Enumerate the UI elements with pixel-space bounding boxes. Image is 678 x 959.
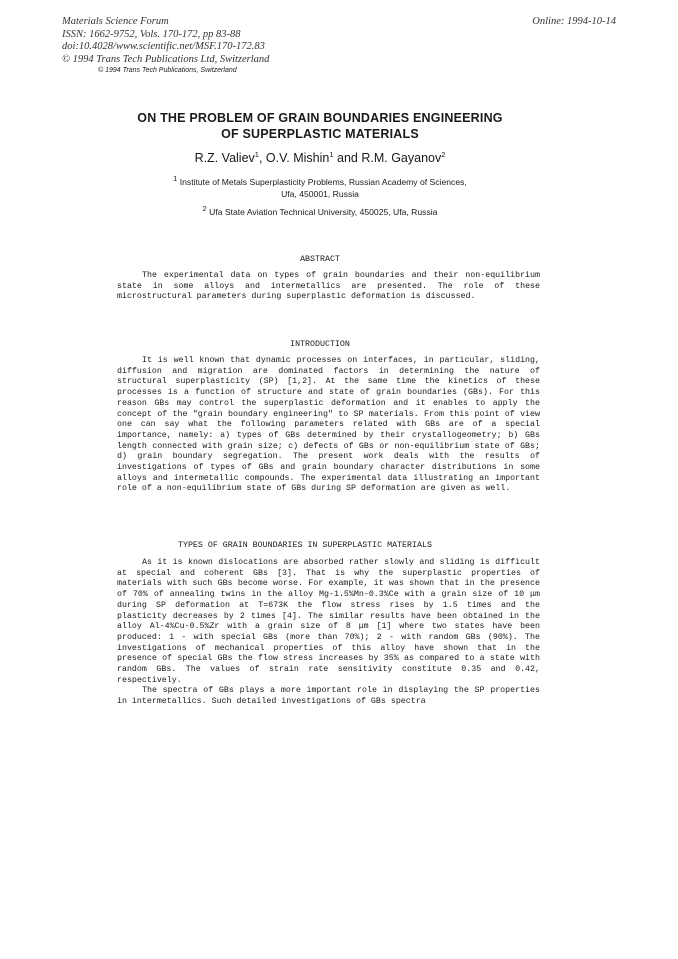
types-paragraph-2: The spectra of GBs plays a more important role in displaying the SP properties in intermetallics. Such detailed investigations of GBs spectra — [117, 686, 540, 707]
author-1: R.Z. Valiev — [194, 151, 255, 166]
author-3-affiliation: 2 — [441, 150, 446, 159]
publisher-copyright: © 1994 Trans Tech Publications, Switzerland — [98, 67, 237, 74]
abstract-text: The experimental data on types of grain boundaries and their non-equilibrium state in some alloys and intermetallics are presented. The role of these microstructural parameters during superplastic deformation is discussed. — [117, 271, 540, 302]
affiliation-1-line-1: Institute of Metals Superplasticity Problems, Russian Academy of Sciences, — [179, 176, 467, 187]
affiliation-2-marker: 2 — [202, 204, 207, 213]
author-1-affiliation: 1 — [254, 150, 259, 159]
types-section-heading: TYPES OF GRAIN BOUNDARIES IN SUPERPLASTIC MATERIALS — [178, 541, 432, 550]
affiliation-1 — [110, 173, 530, 200]
author-2-affiliation: 1 — [329, 150, 334, 159]
introduction-body — [117, 356, 540, 495]
journal-issn: ISSN: 1662-9752, Vols. 170-172, pp 83-88 — [62, 28, 241, 40]
title-line-2: OF SUPERPLASTIC MATERIALS — [221, 127, 419, 141]
author-conjunction: and — [333, 151, 362, 166]
copyright-line: © 1994 Trans Tech Publications Ltd, Switzerland — [62, 53, 270, 65]
doi-link[interactable]: doi:10.4028/www.scientific.net/MSF.170-172.83 — [62, 41, 265, 52]
author-3: R.M. Gayanov — [361, 151, 442, 166]
abstract-heading: ABSTRACT — [300, 255, 340, 264]
online-date: Online: 1994-10-14 — [532, 16, 616, 27]
affiliation-2-text: Ufa State Aviation Technical University, 450025, Ufa, Russia — [209, 206, 438, 217]
affiliation-2 — [110, 203, 530, 218]
author-2: O.V. Mishin — [265, 151, 330, 166]
types-section-body — [117, 558, 540, 708]
author-list — [100, 150, 540, 165]
introduction-heading: INTRODUCTION — [290, 340, 350, 349]
affiliation-1-marker: 1 — [173, 174, 178, 183]
journal-name: Materials Science Forum — [62, 16, 169, 27]
types-paragraph-1: As it is known dislocations are absorbed rather slowly and sliding is difficult at special and coherent GBs [3]. That is why the superplastic properties of materials with such GBs become worse. For example, it was shown that in the presence of 70% of annealing twins in the alloy Mg-1.5%Mn-0.3%Ce with a grain size of 10 μm during SP deformation at T=673K the flow stress rises by 1.5 times and the plasticity decreases by 2 times [4]. The similar results have been obtained in the alloy Al-4%Cu-0.5%Zr with a grain size of 8 μm [1] where two states have been produced: 1 - with special GBs (more than 70%); 2 - with random GBs (90%). The investigations of mechanical properties of this alloy have shown that in the presence of special GBs the flow stress increases by 35% as compared to a state with random GBs. The values of strain rate sensitivity constitute 0.35 and 0.42, respectively. — [117, 558, 540, 685]
author-separator: , — [258, 151, 266, 166]
title-line-1: ON THE PROBLEM OF GRAIN BOUNDARIES ENGINEERING — [137, 111, 503, 125]
introduction-text: It is well known that dynamic processes on interfaces, in particular, sliding, diffusion and migration are dominated factors in determining the nature of structural superplasticity (SP) [1,2]. At the same time the kinetics of these processes is a function of structure and state of grain boundaries (GBs). For this reason GBs may control the superplastic deformation and it enables to apply the concept of the "grain boundary engineering" to SP materials. From this point of view one can say what the following parameters related with GBs are of a special importance, namely: a) types of GBs determined by their crystallogeometry; b) GBs length connected with grain size; c) defects of GBs or non-equilibrium state of GBs; d) grain boundary segregation. The present work deals with the results of investigations of types of GBs and grain boundary character distributions in some alloys and intermetallic compounds. The experimental data illustrating an important role of a non-equilibrium state of GBs during SP deformation are given as well. — [117, 356, 540, 494]
affiliation-1-line-2: Ufa, 450001, Russia — [281, 188, 359, 199]
abstract-body — [117, 271, 540, 303]
paper-title — [100, 110, 540, 142]
